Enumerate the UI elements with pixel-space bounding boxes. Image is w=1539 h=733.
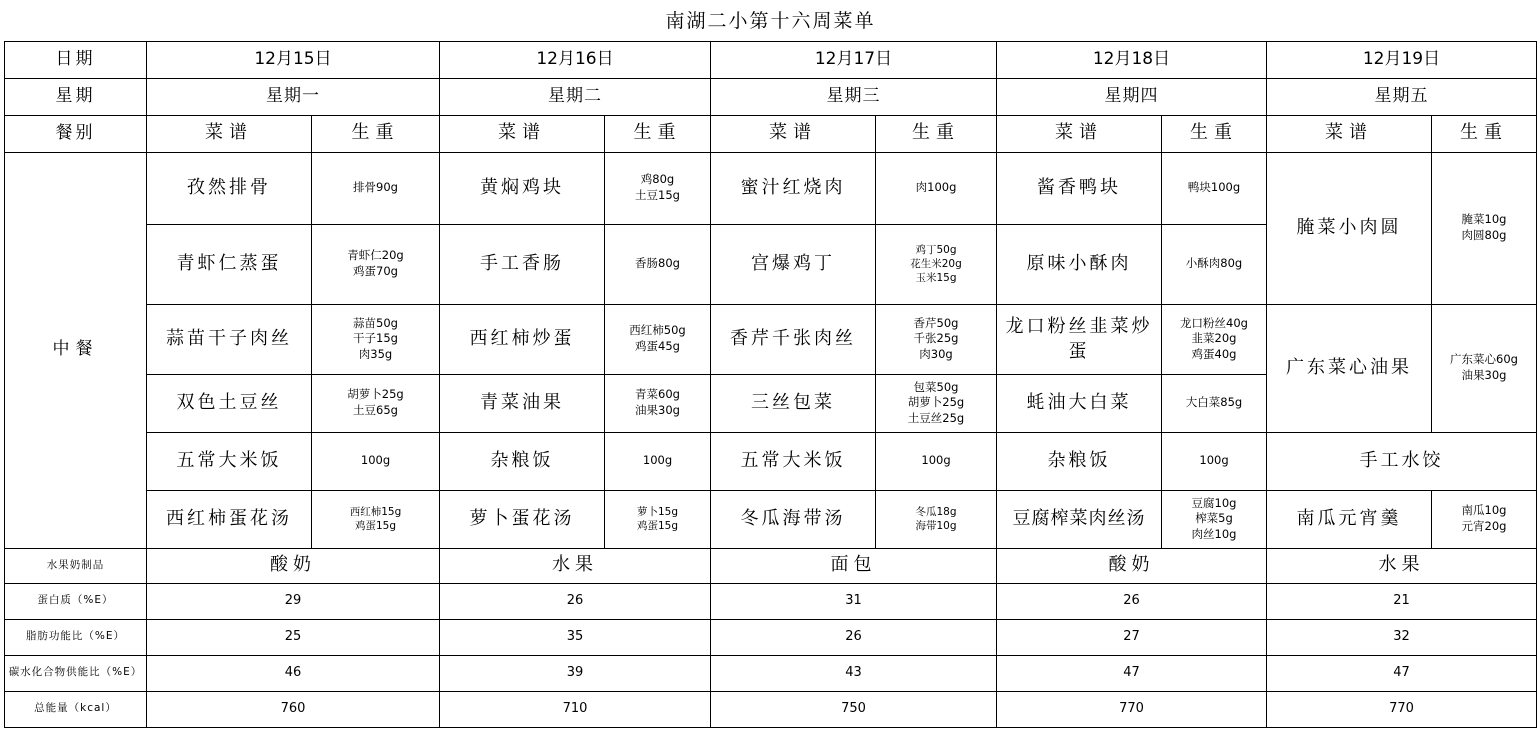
fat-value: 35 bbox=[440, 619, 711, 655]
dish-name: 双色土豆丝 bbox=[147, 374, 312, 432]
dish-weight: 腌菜10g 肉圆80g bbox=[1432, 152, 1537, 304]
date-cell: 12月16日 bbox=[440, 41, 711, 78]
weight-header: 生重 bbox=[1162, 115, 1267, 152]
dish-name: 五常大米饭 bbox=[147, 432, 312, 490]
lunch-row bbox=[5, 432, 1537, 490]
meal-type-label: 餐别 bbox=[5, 115, 147, 152]
dish-weight: 100g bbox=[1162, 432, 1267, 490]
dish-weight: 青菜60g 油果30g bbox=[605, 374, 711, 432]
protein-value: 29 bbox=[147, 583, 440, 619]
dish-weight: 西红柿15g 鸡蛋15g bbox=[312, 490, 440, 548]
weekday-cell: 星期五 bbox=[1267, 78, 1537, 115]
page-title: 南湖二小第十六周菜单 bbox=[5, 4, 1537, 41]
dish-weight: 肉100g bbox=[876, 152, 997, 224]
dish-name: 腌菜小肉圆 bbox=[1267, 152, 1432, 304]
dish-name: 杂粮饭 bbox=[440, 432, 605, 490]
fruit-row bbox=[5, 548, 1537, 583]
dish-header: 菜谱 bbox=[440, 115, 605, 152]
dish-weight: 萝卜15g 鸡蛋15g bbox=[605, 490, 711, 548]
carb-value: 47 bbox=[1267, 655, 1537, 691]
weekday-cell: 星期二 bbox=[440, 78, 711, 115]
dish-name: 三丝包菜 bbox=[711, 374, 876, 432]
menu-table bbox=[4, 4, 1537, 728]
dish-weight: 100g bbox=[312, 432, 440, 490]
lunch-row bbox=[5, 152, 1537, 224]
dish-name: 西红柿蛋花汤 bbox=[147, 490, 312, 548]
fruit-cell: 酸奶 bbox=[997, 548, 1267, 583]
dish-name: 豆腐榨菜肉丝汤 bbox=[997, 490, 1162, 548]
weight-header: 生重 bbox=[1432, 115, 1537, 152]
carb-value: 43 bbox=[711, 655, 997, 691]
weekday-label: 星期 bbox=[5, 78, 147, 115]
dish-weight: 鸡丁50g 花生米20g 玉米15g bbox=[876, 224, 997, 304]
energy-value: 760 bbox=[147, 691, 440, 727]
dish-weight: 蒜苗50g 干子15g 肉35g bbox=[312, 304, 440, 374]
dish-name: 西红柿炒蛋 bbox=[440, 304, 605, 374]
protein-value: 31 bbox=[711, 583, 997, 619]
dish-weight: 大白菜85g bbox=[1162, 374, 1267, 432]
carb-row bbox=[5, 655, 1537, 691]
subheader-row bbox=[5, 115, 1537, 152]
carb-value: 39 bbox=[440, 655, 711, 691]
dish-weight: 100g bbox=[876, 432, 997, 490]
protein-value: 21 bbox=[1267, 583, 1537, 619]
lunch-label: 中餐 bbox=[5, 152, 147, 548]
fruit-cell: 面包 bbox=[711, 548, 997, 583]
dish-name: 广东菜心油果 bbox=[1267, 304, 1432, 432]
dish-name: 萝卜蛋花汤 bbox=[440, 490, 605, 548]
dish-name: 原味小酥肉 bbox=[997, 224, 1162, 304]
dish-name: 龙口粉丝韭菜炒蛋 bbox=[997, 304, 1162, 374]
dish-weight: 龙口粉丝40g 韭菜20g 鸡蛋40g bbox=[1162, 304, 1267, 374]
weight-header: 生重 bbox=[876, 115, 997, 152]
dish-name: 南瓜元宵羹 bbox=[1267, 490, 1432, 548]
fat-value: 32 bbox=[1267, 619, 1537, 655]
dish-name: 黄焖鸡块 bbox=[440, 152, 605, 224]
fat-value: 27 bbox=[997, 619, 1267, 655]
dish-name: 手工香肠 bbox=[440, 224, 605, 304]
protein-value: 26 bbox=[440, 583, 711, 619]
dish-weight: 排骨90g bbox=[312, 152, 440, 224]
dish-name: 蚝油大白菜 bbox=[997, 374, 1162, 432]
dish-name: 冬瓜海带汤 bbox=[711, 490, 876, 548]
weight-header: 生重 bbox=[312, 115, 440, 152]
weekday-cell: 星期四 bbox=[997, 78, 1267, 115]
date-cell: 12月18日 bbox=[997, 41, 1267, 78]
energy-value: 710 bbox=[440, 691, 711, 727]
dish-header: 菜谱 bbox=[997, 115, 1162, 152]
date-cell: 12月19日 bbox=[1267, 41, 1537, 78]
dish-name: 手工水饺 bbox=[1267, 432, 1537, 490]
dish-weight: 鸡80g 土豆15g bbox=[605, 152, 711, 224]
carb-value: 47 bbox=[997, 655, 1267, 691]
dish-name: 酱香鸭块 bbox=[997, 152, 1162, 224]
fruit-cell: 酸奶 bbox=[147, 548, 440, 583]
dish-weight: 青虾仁20g 鸡蛋70g bbox=[312, 224, 440, 304]
dish-weight: 南瓜10g 元宵20g bbox=[1432, 490, 1537, 548]
dish-name: 青菜油果 bbox=[440, 374, 605, 432]
protein-value: 26 bbox=[997, 583, 1267, 619]
fruit-cell: 水果 bbox=[1267, 548, 1537, 583]
dish-name: 五常大米饭 bbox=[711, 432, 876, 490]
energy-value: 770 bbox=[997, 691, 1267, 727]
energy-row bbox=[5, 691, 1537, 727]
fat-row bbox=[5, 619, 1537, 655]
dish-header: 菜谱 bbox=[1267, 115, 1432, 152]
energy-value: 750 bbox=[711, 691, 997, 727]
dish-weight: 100g bbox=[605, 432, 711, 490]
date-cell: 12月15日 bbox=[147, 41, 440, 78]
dish-weight: 香芹50g 千张25g 肉30g bbox=[876, 304, 997, 374]
dish-weight: 西红柿50g 鸡蛋45g bbox=[605, 304, 711, 374]
weekday-cell: 星期一 bbox=[147, 78, 440, 115]
fat-value: 25 bbox=[147, 619, 440, 655]
carb-value: 46 bbox=[147, 655, 440, 691]
carb-label: 碳水化合物供能比（%E） bbox=[5, 655, 147, 691]
date-row bbox=[5, 41, 1537, 78]
dish-name: 蒜苗干子肉丝 bbox=[147, 304, 312, 374]
fruit-dairy-label: 水果奶制品 bbox=[5, 548, 147, 583]
fruit-cell: 水果 bbox=[440, 548, 711, 583]
dish-weight: 豆腐10g 榨菜5g 肉丝10g bbox=[1162, 490, 1267, 548]
dish-name: 孜然排骨 bbox=[147, 152, 312, 224]
dish-name: 杂粮饭 bbox=[997, 432, 1162, 490]
dish-weight: 鸭块100g bbox=[1162, 152, 1267, 224]
dish-weight: 小酥肉80g bbox=[1162, 224, 1267, 304]
dish-header: 菜谱 bbox=[147, 115, 312, 152]
dish-name: 蜜汁红烧肉 bbox=[711, 152, 876, 224]
dish-name: 宫爆鸡丁 bbox=[711, 224, 876, 304]
dish-name: 香芹千张肉丝 bbox=[711, 304, 876, 374]
dish-weight: 冬瓜18g 海带10g bbox=[876, 490, 997, 548]
fat-label: 脂肪功能比（%E） bbox=[5, 619, 147, 655]
date-cell: 12月17日 bbox=[711, 41, 997, 78]
weekday-cell: 星期三 bbox=[711, 78, 997, 115]
dish-header: 菜谱 bbox=[711, 115, 876, 152]
weekday-row bbox=[5, 78, 1537, 115]
dish-weight: 包菜50g 胡萝卜25g 土豆丝25g bbox=[876, 374, 997, 432]
dish-name: 青虾仁蒸蛋 bbox=[147, 224, 312, 304]
fat-value: 26 bbox=[711, 619, 997, 655]
date-label: 日期 bbox=[5, 41, 147, 78]
lunch-row bbox=[5, 490, 1537, 548]
dish-weight: 香肠80g bbox=[605, 224, 711, 304]
dish-weight: 胡萝卜25g 土豆65g bbox=[312, 374, 440, 432]
dish-weight: 广东菜心60g 油果30g bbox=[1432, 304, 1537, 432]
protein-row bbox=[5, 583, 1537, 619]
energy-label: 总能量（kcal） bbox=[5, 691, 147, 727]
weight-header: 生重 bbox=[605, 115, 711, 152]
protein-label: 蛋白质（%E） bbox=[5, 583, 147, 619]
energy-value: 770 bbox=[1267, 691, 1537, 727]
lunch-row bbox=[5, 304, 1537, 374]
menu-sheet bbox=[4, 4, 1537, 728]
title-row bbox=[5, 4, 1537, 41]
